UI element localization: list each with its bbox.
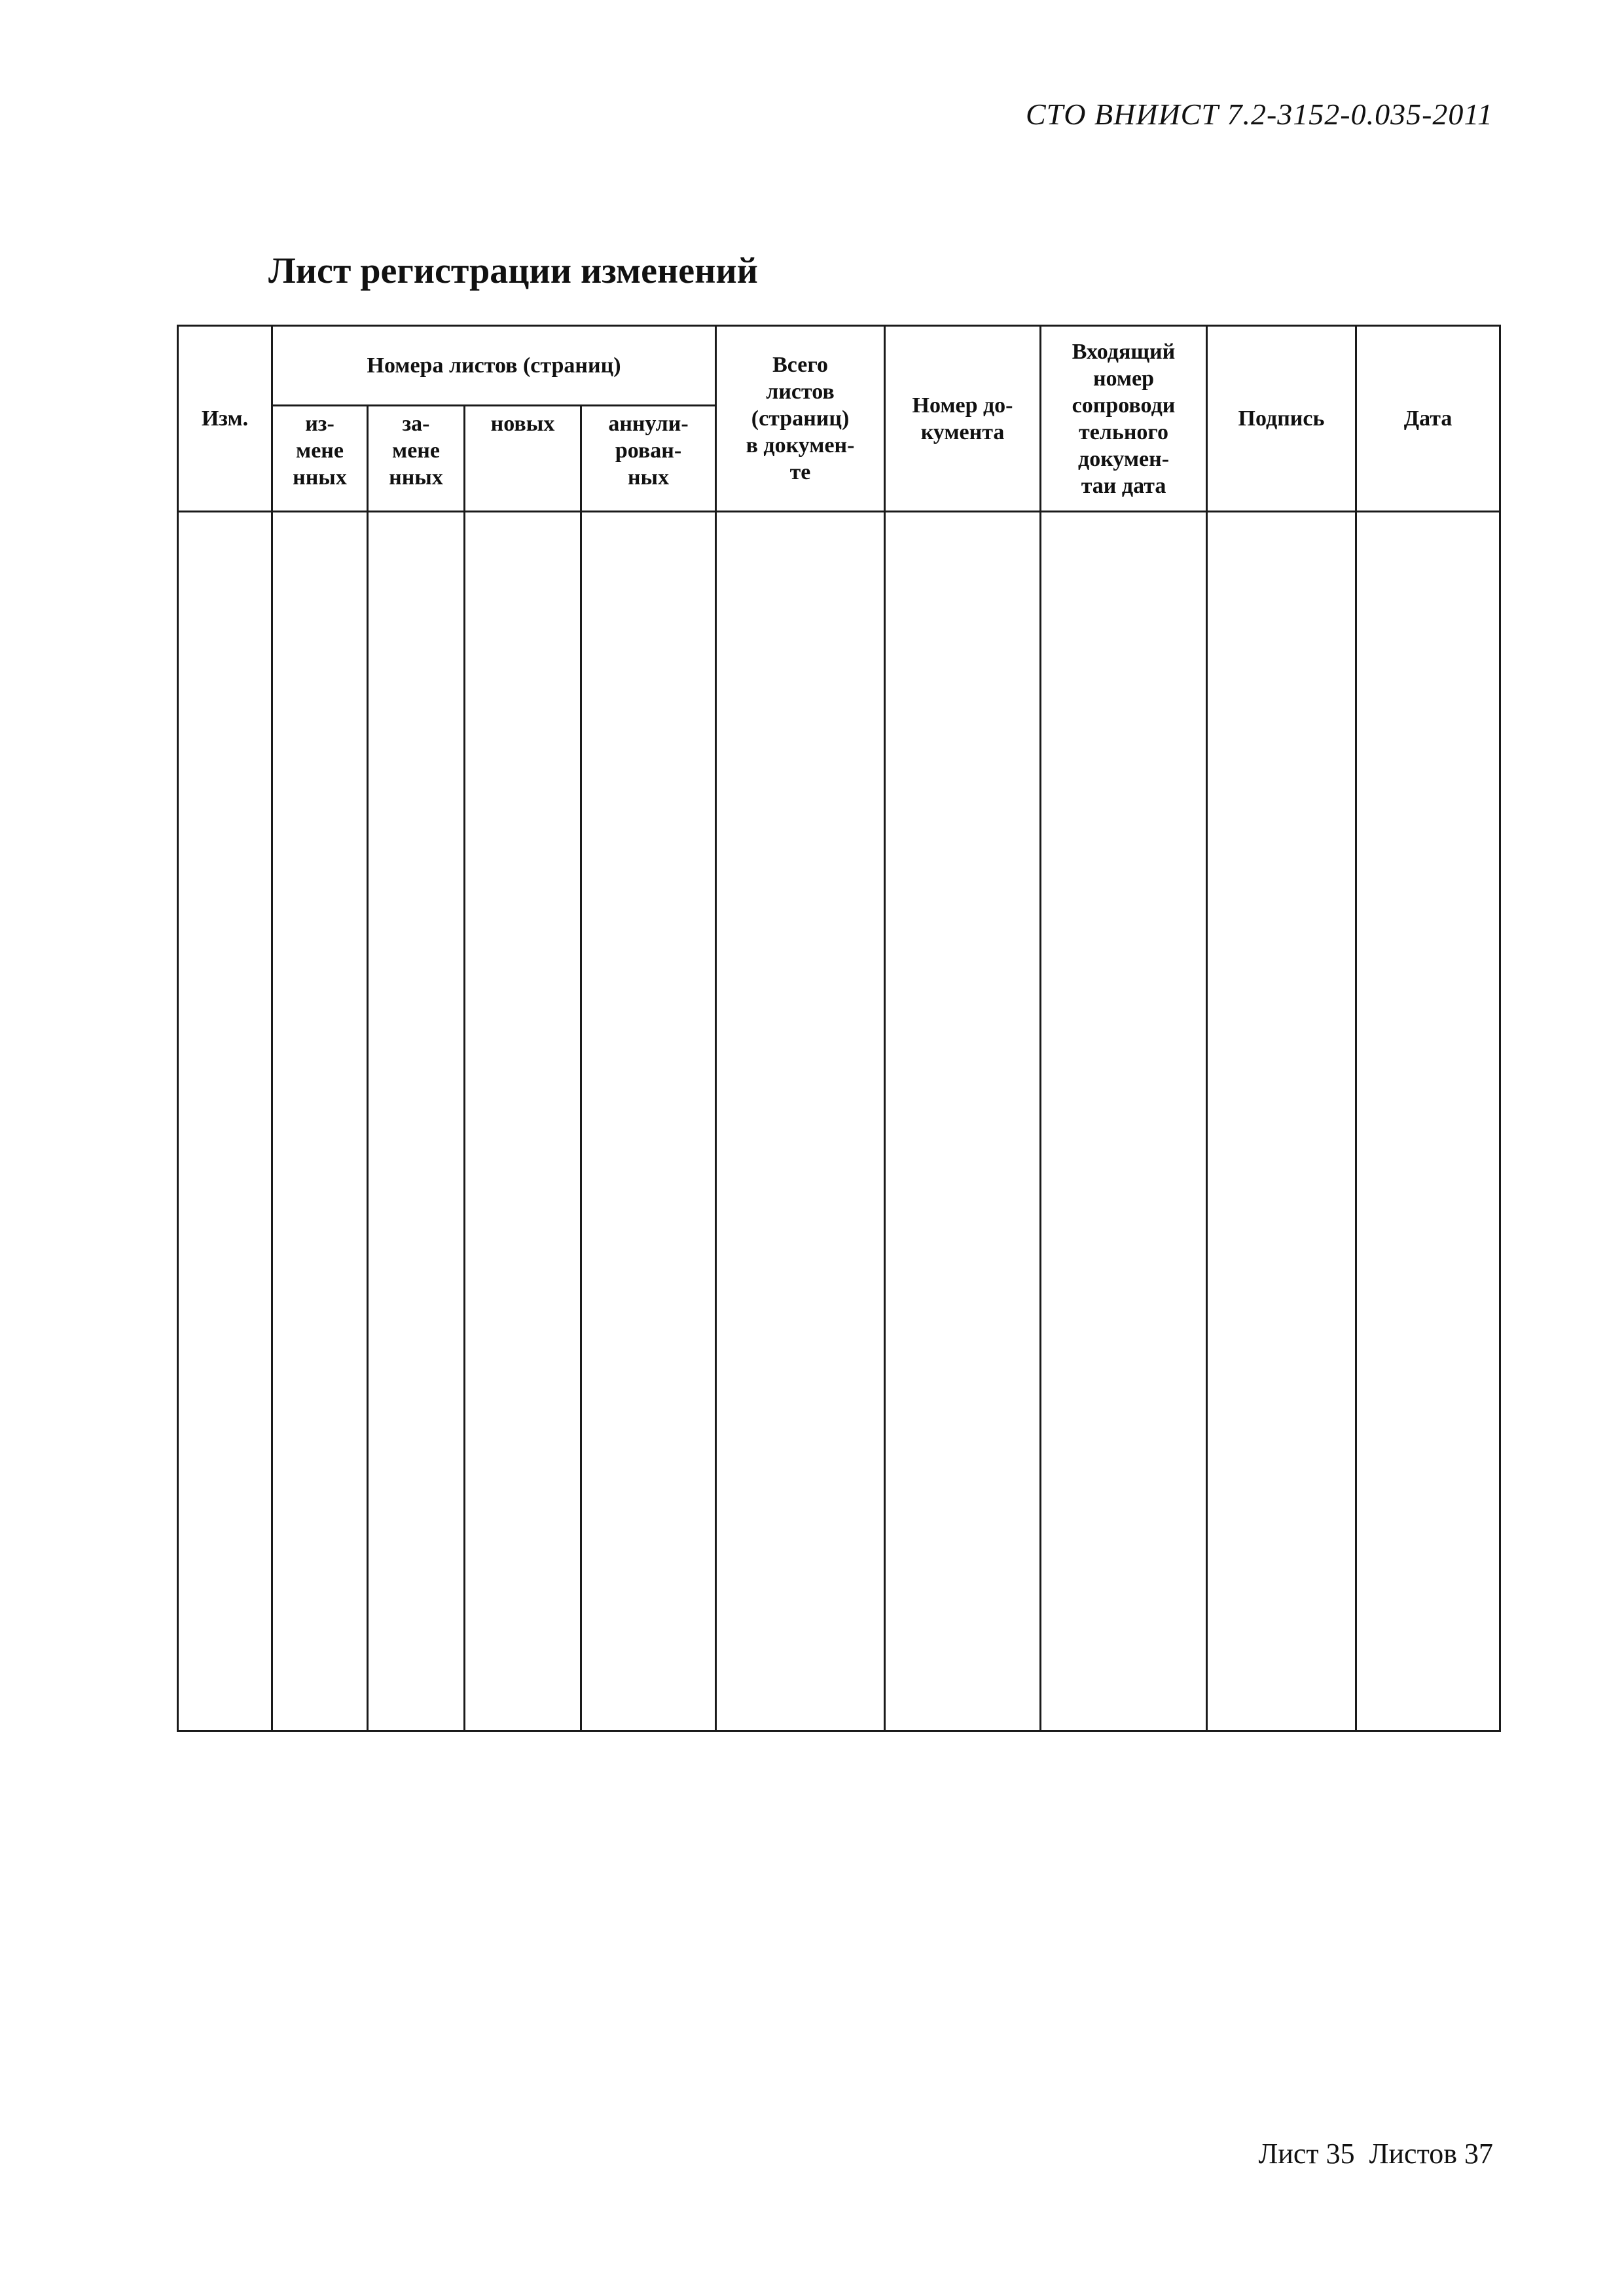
table-cell[interactable] [1207, 512, 1356, 1731]
col-incoming-doc: Входящий номер сопроводи тельного докумен- таи дата [1041, 326, 1207, 512]
col-sheet-numbers: Номера листов (страниц) [272, 326, 716, 406]
col-cancelled: аннули- рован- ных [581, 406, 716, 512]
col-signature: Подпись [1207, 326, 1356, 512]
table-cell[interactable] [178, 512, 272, 1731]
table-cell[interactable] [716, 512, 885, 1731]
col-change: Изм. [178, 326, 272, 512]
table-header-row [178, 326, 1500, 406]
table-cell[interactable] [1041, 512, 1207, 1731]
col-replaced: за- мене нных [368, 406, 465, 512]
col-date: Дата [1356, 326, 1500, 512]
col-new: новых [465, 406, 581, 512]
table-cell[interactable] [368, 512, 465, 1731]
page-title: Лист регистрации изменений [268, 251, 758, 291]
table-cell[interactable] [1356, 512, 1500, 1731]
table-cell[interactable] [272, 512, 368, 1731]
document-code: СТО ВНИИСТ 7.2-3152-0.035-2011 [1025, 98, 1493, 131]
col-doc-number: Номер до- кумента [885, 326, 1041, 512]
col-changed: из- мене нных [272, 406, 368, 512]
sheet-number: Лист 35 [1258, 2138, 1355, 2170]
table-row [178, 512, 1500, 1731]
page-footer [1259, 2137, 1494, 2170]
table-cell[interactable] [581, 512, 716, 1731]
change-registration-table [177, 325, 1501, 1732]
sheets-total: Листов 37 [1369, 2138, 1493, 2170]
col-total-sheets: Всего листов (страниц) в докумен- те [716, 326, 885, 512]
table-cell[interactable] [465, 512, 581, 1731]
table-cell[interactable] [885, 512, 1041, 1731]
